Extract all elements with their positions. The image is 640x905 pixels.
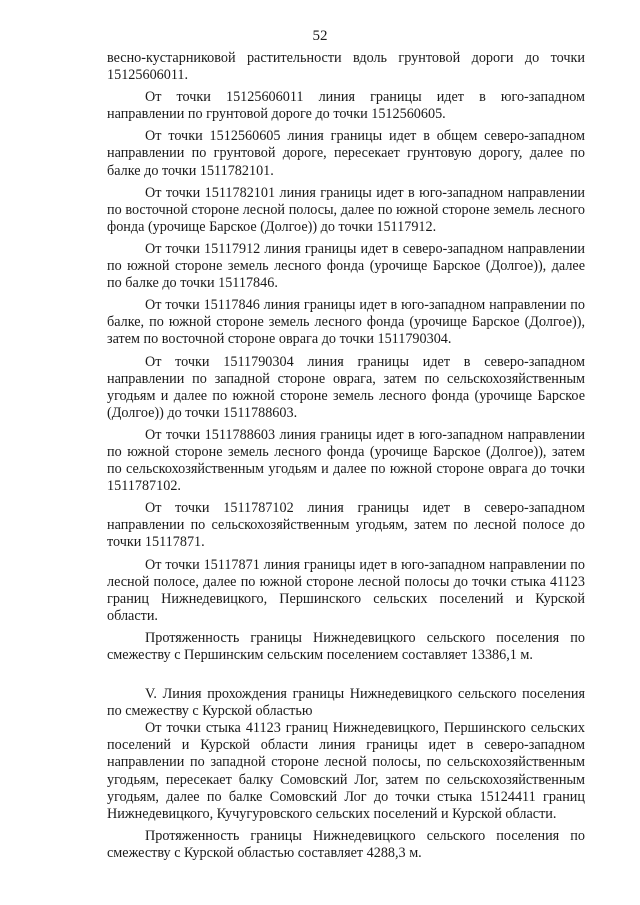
section-heading: V. Линия прохождения границы Нижнедевицкого сельского поселения по смежеству с Курской областью: [107, 686, 585, 720]
paragraph: От точки 1511790304 линия границы идет в северо-западном направлении по западной стороне оврага, затем по сельскохозяйственным угодьям и далее по южной стороне земель лесного фонда (урочище Барское (Долгое)) до точки 1511788603.: [107, 353, 585, 421]
document-body: [107, 50, 585, 862]
paragraph: От точки 15117912 линия границы идет в северо-западном направлении по южной стороне земель лесного фонда (урочище Барское (Долгое)), далее по балке до точки 15117846.: [107, 240, 585, 292]
paragraph-summary: Протяженность границы Нижнедевицкого сельского поселения по смежеству с Першинским сельским поселением составляет 13386,1 м.: [107, 629, 585, 663]
page-number: 52: [312, 28, 328, 44]
paragraph: От точки 15125606011 линия границы идет в юго-западном направлении по грунтовой дороге до точки 1512560605.: [107, 89, 585, 123]
paragraph: От точки 15117871 линия границы идет в юго-западном направлении по лесной полосе, далее по южной стороне лесной полосы до точки стыка 41123 границ Нижнедевицкого, Першинского сельских поселений и Курской области.: [107, 556, 585, 624]
paragraph: От точки 15117846 линия границы идет в юго-западном направлении по балке, по южной стороне земель лесного фонда (урочище Барское (Долгое)), затем по восточной стороне оврага до точки 1511790304.: [107, 297, 585, 348]
paragraph: От точки 1512560605 линия границы идет в общем северо-западном направлении по грунтовой дороге, пересекает грунтовую дорогу, далее по балке до точки 1511782101.: [107, 128, 585, 179]
paragraph: От точки 1511782101 линия границы идет в юго-западном направлении по восточной стороне лесной полосы, далее по южной стороне земель лесного фонда (урочище Барское (Долгое)) до точки 15117912.: [107, 184, 585, 235]
paragraph: От точки стыка 41123 границ Нижнедевицкого, Першинского сельских поселений и Курской области линия границы идет в северо-западном направлении по западной стороне лесной полосы, по сельскохозяйственным угодьям, пересекает балку Сомовский Лог, затем по сельскохозяйственным угодьям, далее по балке Сомовский Лог до точки стыка 15124411 границ Нижнедевицкого, Кучугуровского сельских поселений и Курской области.: [107, 720, 585, 822]
paragraph-summary: Протяженность границы Нижнедевицкого сельского поселения по смежеству с Курской областью составляет 4288,3 м.: [107, 827, 585, 861]
paragraph: От точки 1511787102 линия границы идет в северо-западном направлении по сельскохозяйственным угодьям, затем по лесной полосе до точки 15117871.: [107, 500, 585, 551]
paragraph: весно-кустарниковой растительности вдоль грунтовой дороги до точки 15125606011.: [107, 50, 585, 84]
paragraph: От точки 1511788603 линия границы идет в юго-западном направлении по южной стороне земель лесного фонда (урочище Барское (Долгое)), затем по сельскохозяйственным угодьям и далее по южной стороне оврага до точки 1511787102.: [107, 426, 585, 495]
